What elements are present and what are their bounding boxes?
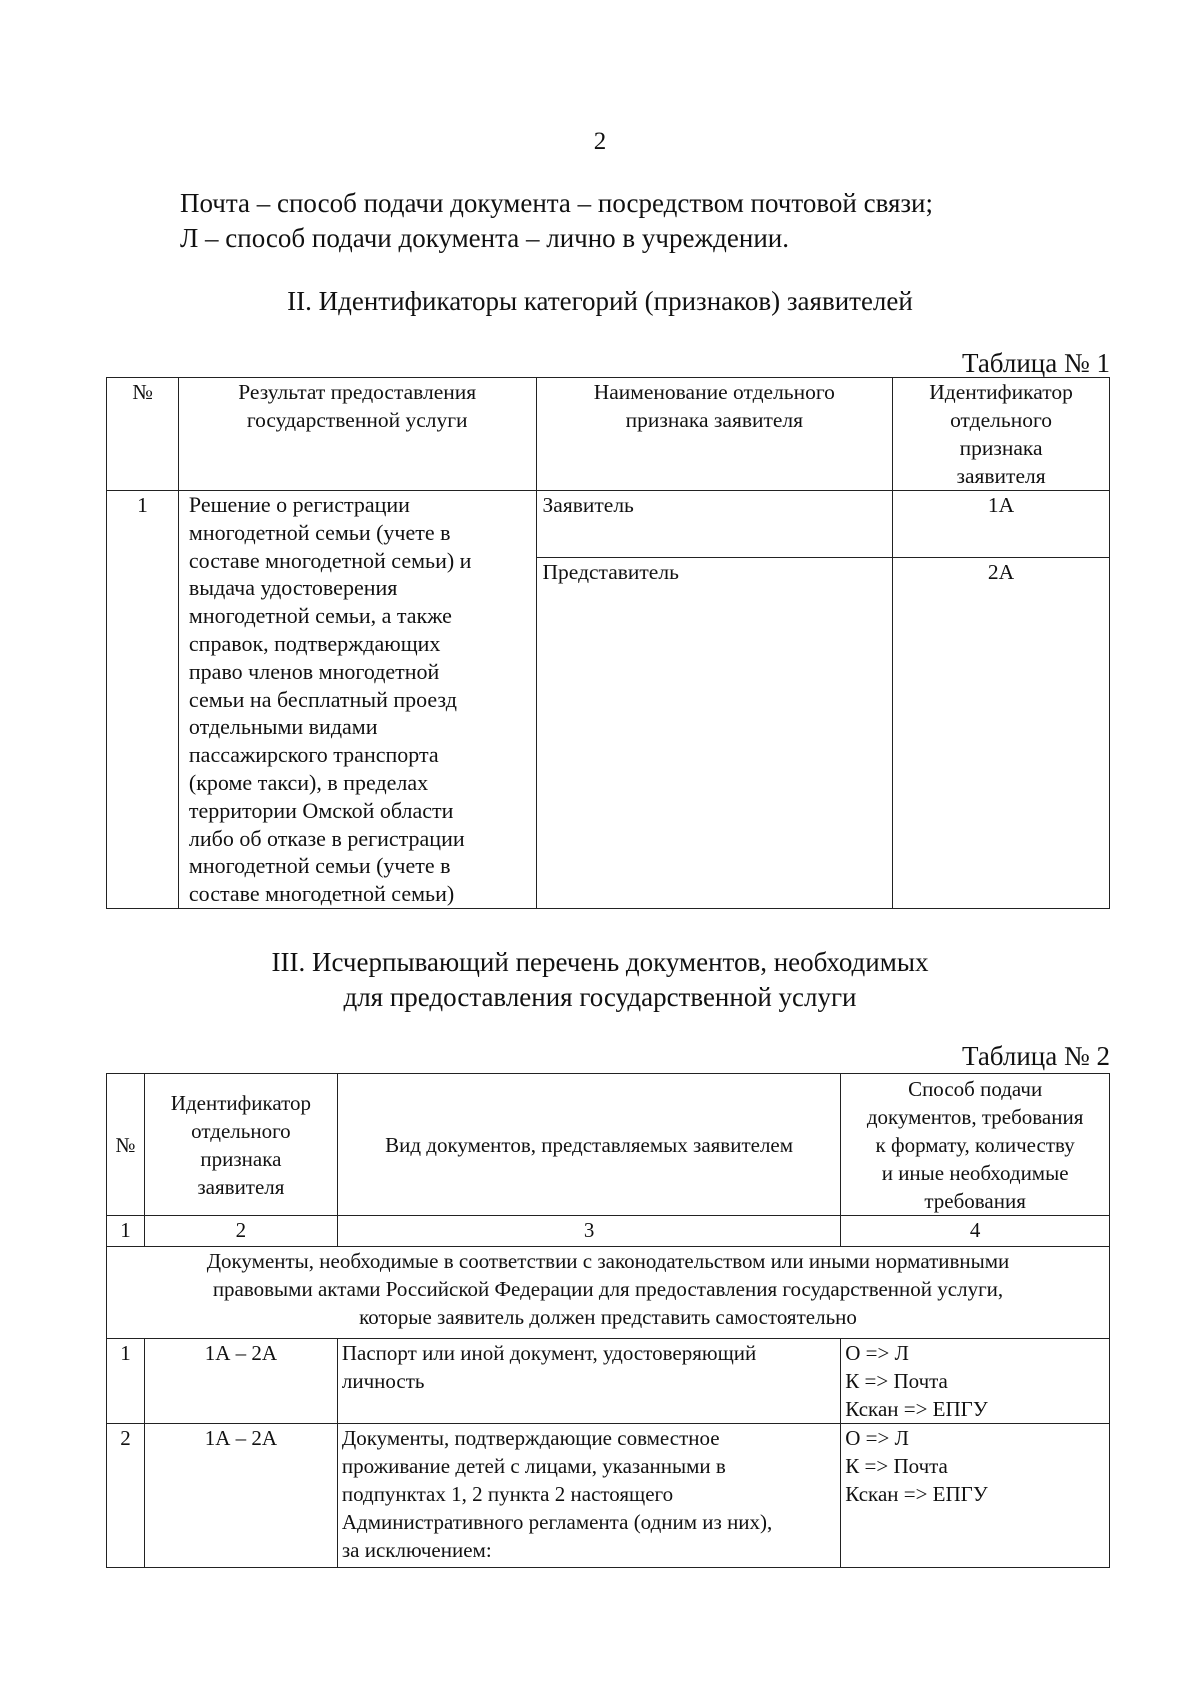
- table-2-header-num: №: [107, 1074, 145, 1216]
- table-1-attr-representative-id: 2А: [893, 557, 1110, 908]
- table-1-caption: Таблица № 1: [962, 348, 1110, 378]
- table-1-attr-applicant-id: 1А: [893, 491, 1110, 558]
- intro-line-post: Почта – способ подачи документа – посредством почтовой связи;: [180, 188, 933, 218]
- table-2-header-doc-type: Вид документов, представляемых заявителем: [337, 1074, 840, 1216]
- table-row: [107, 1424, 1110, 1568]
- table-2-header-attr-id: Идентификатор отдельного признака заявителя: [144, 1074, 337, 1216]
- section-3-title-line-1: III. Исчерпывающий перечень документов, необходимых: [271, 947, 929, 977]
- table-2-row-2-num: 2: [107, 1424, 145, 1568]
- intro-line-personal: Л – способ подачи документа – лично в учреждении.: [180, 223, 789, 253]
- intro-paragraph: [180, 186, 933, 256]
- table-1-attr-representative: Представитель: [536, 557, 893, 908]
- table-1-header-row: [107, 378, 1110, 491]
- table-2-col-number-3: 3: [337, 1216, 840, 1247]
- table-2-row-2-ids: 1А – 2А: [144, 1424, 337, 1568]
- table-1-header-result: Результат предоставления государственной услуги: [178, 378, 536, 491]
- table-2-col-number-1: 1: [107, 1216, 145, 1247]
- table-2-group-row: [107, 1247, 1110, 1339]
- table-1-header-attr-name: Наименование отдельного признака заявителя: [536, 378, 893, 491]
- section-2-title: II. Идентификаторы категорий (признаков) заявителей: [287, 286, 913, 316]
- table-2-row-2-doc: Документы, подтверждающие совместное проживание детей с лицами, указанными в подпунктах 1, 2 пункта 2 настоящего Административного регламента (одним из них), за исключением:: [337, 1424, 840, 1568]
- table-1: [106, 377, 1110, 909]
- table-row: [107, 1339, 1110, 1424]
- table-1-row-result: Решение о регистрации многодетной семьи (учете в составе многодетной семьи) и выдача удостоверения многодетной семьи, а также справок, подтверждающих право членов многодетной семьи на бесплатный проезд отдельными видами пассажирского транспорта (кроме такси), в пределах территории Омской области либо об отказе в регистрации многодетной семьи (учете в составе многодетной семьи): [178, 491, 536, 909]
- table-2-group-title: Документы, необходимые в соответствии с законодательством или иными нормативными правовыми актами Российской Федерации для предоставления государственной услуги, которые заявитель должен представить самостоятельно: [107, 1247, 1110, 1339]
- table-2-column-numbers-row: [107, 1216, 1110, 1247]
- table-2-header-row: [107, 1074, 1110, 1216]
- table-2-header-method: Способ подачи документов, требования к формату, количеству и иные необходимые требования: [841, 1074, 1110, 1216]
- table-1-header-num: №: [107, 378, 179, 491]
- table-2-caption: Таблица № 2: [962, 1041, 1110, 1071]
- table-2-row-1-num: 1: [107, 1339, 145, 1424]
- table-2-row-1-ids: 1А – 2А: [144, 1339, 337, 1424]
- table-2-row-1-method: О => Л К => Почта Кскан => ЕПГУ: [841, 1339, 1110, 1424]
- table-2-col-number-4: 4: [841, 1216, 1110, 1247]
- table-1-attr-applicant: Заявитель: [536, 491, 893, 558]
- table-2: [106, 1073, 1110, 1568]
- table-2-row-1-doc: Паспорт или иной документ, удостоверяющий личность: [337, 1339, 840, 1424]
- table-1-header-attr-id: Идентификатор отдельного признака заявителя: [893, 378, 1110, 491]
- page-number: 2: [593, 128, 607, 155]
- section-3-title-line-2: для предоставления государственной услуги: [343, 982, 857, 1012]
- section-3-title: [0, 945, 1200, 1015]
- table-row: [107, 491, 1110, 558]
- table-2-col-number-2: 2: [144, 1216, 337, 1247]
- table-1-row-num: 1: [107, 491, 179, 909]
- table-2-row-2-method: О => Л К => Почта Кскан => ЕПГУ: [841, 1424, 1110, 1568]
